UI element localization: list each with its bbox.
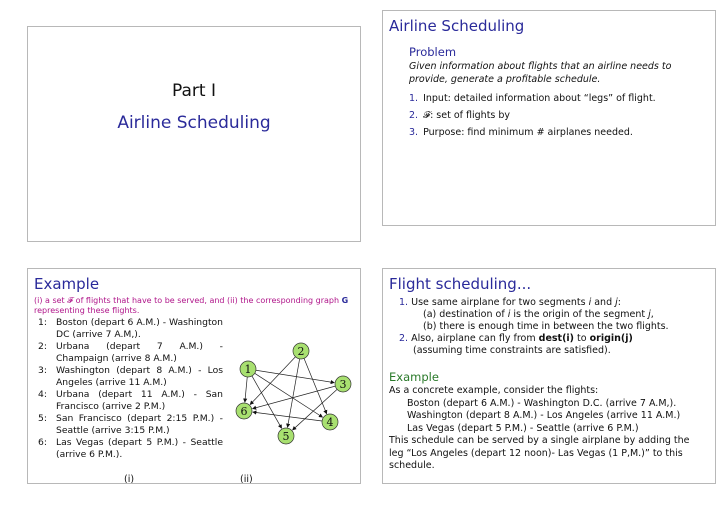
graph-node-label: 5: [282, 430, 290, 443]
item-number: 2.: [409, 110, 419, 121]
subtitle-part: representing these flights.: [34, 306, 140, 315]
list-item: [409, 127, 633, 138]
example-outro: This schedule can be served by a single airplane by adding the leg “Los Angeles (depart 12 noon)- Las Vegas (1 P,M.)” to this schedule.: [389, 435, 690, 471]
example-flight: Las Vegas (depart 5 P.M.) - Seattle (arrive 6 P.M.): [407, 422, 639, 434]
list-item: [409, 110, 510, 121]
item-text: to: [574, 333, 590, 344]
example-title: Example: [389, 370, 439, 384]
sub-text: is the origin of the segment: [510, 309, 649, 320]
item-text: Also, airplane can fly from: [411, 333, 539, 344]
graph-node-4: [322, 414, 338, 430]
math-i: i: [588, 297, 592, 308]
graph-edge-1-6: [245, 377, 247, 402]
item-number: 1.: [409, 93, 419, 104]
item-number: 6:: [38, 437, 47, 448]
slide-airline-scheduling: [382, 10, 716, 226]
list-item: [389, 333, 709, 345]
item-text: :: [617, 297, 621, 308]
graph-node-5: [278, 428, 294, 444]
list-item: [389, 297, 709, 309]
flight-list: [38, 317, 223, 461]
graph-edge-1-3: [256, 370, 334, 382]
graph-node-2: [293, 343, 309, 359]
example-flight: Boston (depart 6 A.M.) - Washington D.C. (arrive 7 A.M,).: [407, 397, 677, 409]
graph-edge-2-4: [304, 358, 327, 413]
item-number: 3:: [38, 365, 47, 376]
slide-title: Flight scheduling...: [389, 275, 532, 293]
list-item: [38, 389, 223, 413]
graph-edge-1-4: [255, 373, 323, 417]
sub-text: (a) destination of: [423, 309, 508, 320]
item-number: 4:: [38, 389, 47, 400]
block-text: Given information about flights that an airline needs to provide, generate a profitable schedule.: [409, 61, 672, 85]
graph-node-3: [335, 376, 351, 392]
item-text: 𝓕: set of flights by: [423, 110, 511, 121]
graph-symbol: G: [341, 296, 349, 305]
item-text: Las Vegas (depart 5 P.M.) - Seattle (arrive 6 P.M.).: [56, 437, 223, 460]
item-text: and: [591, 297, 616, 308]
item-number: 5:: [38, 413, 47, 424]
math-j: j: [615, 297, 618, 308]
part-label: Part I: [172, 81, 216, 101]
item-number: 1:: [38, 317, 47, 328]
item-text: Urbana (depart 7 A.M.) - Champaign (arrive 8 A.M.): [56, 341, 223, 364]
slide-example: [27, 268, 361, 484]
item-number: 3.: [409, 127, 419, 138]
flight-graph: [198, 339, 358, 454]
item-continuation: (assuming time constraints are satisfied).: [413, 345, 611, 356]
item-text: Washington (depart 8 A.M.) - Los Angeles (arrive 11 A.M.): [56, 365, 223, 388]
item-number: 2:: [38, 341, 47, 352]
item-text: Urbana (depart 11 A.M.) - San Francisco (arrive 2 P.M.): [56, 389, 223, 412]
item-number: 1.: [399, 297, 409, 308]
graph-node-label: 2: [297, 345, 305, 358]
math-origin: origin(j): [589, 333, 633, 344]
graph-node-label: 1: [244, 363, 252, 376]
sub-text: ,: [650, 309, 654, 320]
example-intro: As a concrete example, consider the flights:: [389, 385, 599, 396]
list-item: [409, 93, 656, 104]
item-text: Boston (depart 6 A.M.) - Washington DC (arrive 7 A.M,).: [56, 317, 223, 340]
list-item: [38, 317, 223, 341]
item-text: Purpose: find minimum # airplanes needed.: [423, 127, 633, 138]
part-title: Airline Scheduling: [117, 113, 271, 133]
caption-ii: (ii): [240, 474, 253, 484]
item-number: 2.: [399, 333, 409, 344]
math-i: i: [507, 309, 511, 320]
caption-i: (i): [124, 474, 135, 484]
list-item: [38, 341, 223, 365]
slide-title: Example: [34, 275, 100, 293]
graph-node-label: 3: [339, 378, 347, 391]
graph-edge-2-6: [250, 357, 295, 405]
sub-item: [389, 309, 709, 321]
graph-node-6: [236, 403, 252, 419]
item-text: San Francisco (depart 2:15 P.M.) - Seattle (arrive 3:15 P.M.): [56, 413, 223, 436]
list-item: [38, 437, 223, 461]
list-item: [38, 413, 223, 437]
slide-part-title: [27, 26, 361, 242]
math-dest: dest(i): [538, 333, 575, 344]
graph-node-1: [240, 361, 256, 377]
sub-item: (b) there is enough time in between the two flights.: [423, 321, 669, 332]
math-j: j: [648, 309, 651, 320]
graph-edge-4-6: [253, 412, 322, 421]
conditions-list: [389, 297, 709, 357]
item-text: Input: detailed information about “legs” of flight.: [423, 93, 656, 104]
example-body: [389, 385, 695, 473]
slide-subtitle: [34, 296, 356, 316]
graph-node-label: 4: [326, 416, 334, 429]
item-text: Use same airplane for two segments: [411, 297, 589, 308]
slide-title: Airline Scheduling: [389, 17, 525, 35]
graph-node-label: 6: [240, 405, 248, 418]
example-flight: Washington (depart 8 A.M.) - Los Angeles (arrive 11 A.M.): [407, 410, 681, 421]
block-title: Problem: [409, 45, 457, 59]
slide-flight-scheduling: [382, 268, 716, 484]
subtitle-part: (i) a set 𝓕 of flights that have to be served, and (ii) the corresponding graph: [34, 296, 342, 305]
list-item: [38, 365, 223, 389]
